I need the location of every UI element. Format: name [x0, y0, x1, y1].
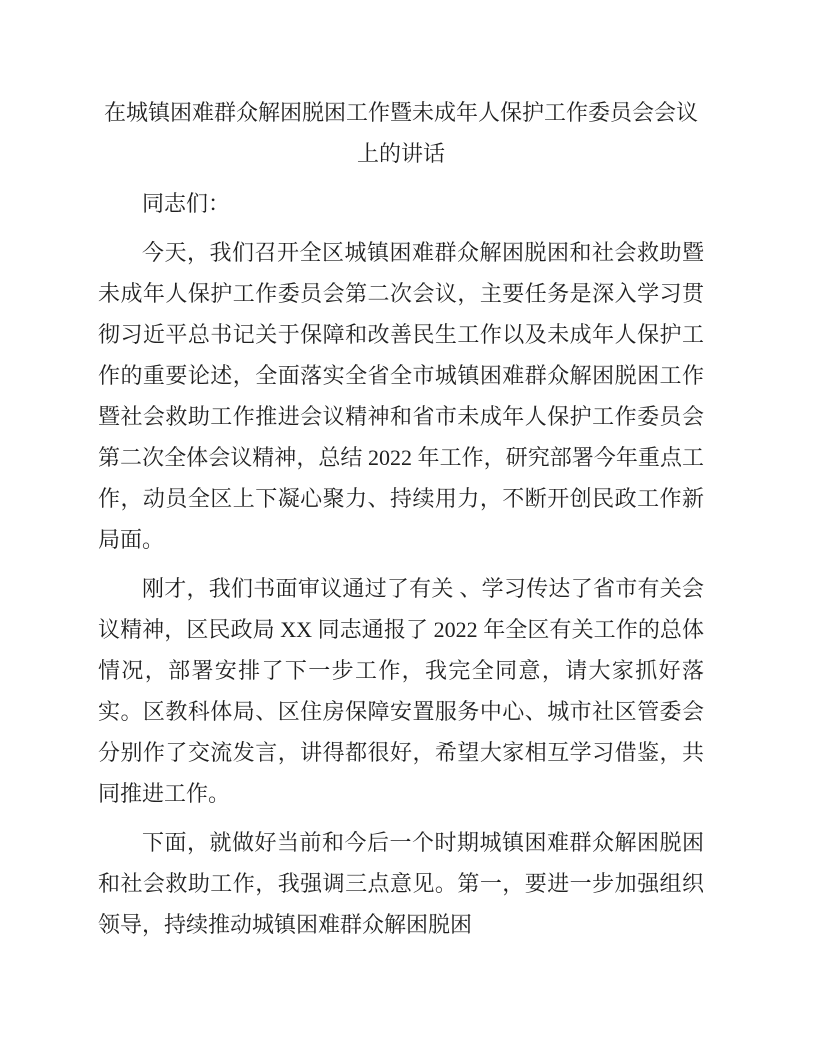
paragraph-meeting-review: 刚才，我们书面审议通过了有关 、学习传达了省市有关会议精神，区民政局 XX 同志通报了 2022 年全区有关工作的总体情况，部署安排了下一步工作，我完全同意，请大家抓好落实。区教科体局、区住房保障安置服务中心、城市社区管委会分别作了交流发言，讲得都很好，希望大家相互学习借鉴，共同推进工作。 — [98, 576, 704, 806]
paragraph-three-points: 下面，就做好当前和今后一个时期城镇困难群众解困脱困和社会救助工作，我强调三点意见。第一，要进一步加强组织领导，持续推动城镇困难群众解困脱困 — [98, 830, 704, 937]
document-title — [98, 92, 704, 174]
document-title-line-2: 上的讲话 — [356, 141, 445, 166]
salutation: 同志们： — [142, 191, 231, 216]
document-title-line-1: 在城镇困难群众解困脱困工作暨未成年人保护工作委员会会议 — [103, 100, 698, 125]
paragraph-opening: 今天，我们召开全区城镇困难群众解困脱困和社会救助暨未成年人保护工作委员会第二次会议，主要任务是深入学习贯彻习近平总书记关于保障和改善民生工作以及未成年人保护工作的重要论述，全面落实全省全市城镇困难群众解困脱困工作暨社会救助工作推进会议精神和省市未成年人保护工作委员会第二次全体会议精神，总结 2022 年工作，研究部署今年重点工作，动员全区上下凝心聚力、持续用力，不断开创民政工作新局面。 — [98, 240, 704, 552]
